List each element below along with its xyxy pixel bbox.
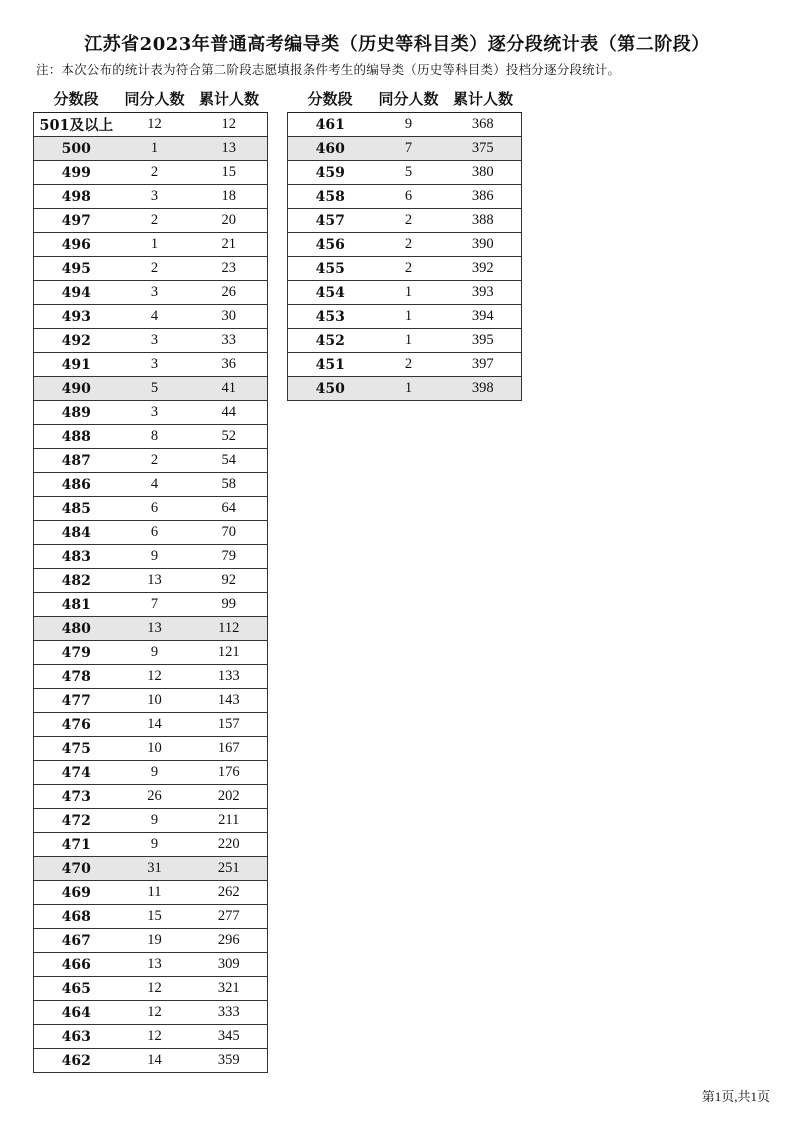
table-row xyxy=(288,137,522,161)
same-count-cell: 10 xyxy=(119,737,191,761)
cumulative-count-cell: 112 xyxy=(191,617,268,641)
table-header-row xyxy=(34,84,268,113)
table-row xyxy=(34,353,268,377)
score-segment-cell: 493 xyxy=(34,305,119,329)
cumulative-count-cell: 392 xyxy=(445,257,522,281)
table-row xyxy=(34,857,268,881)
score-segment-cell: 481 xyxy=(34,593,119,617)
score-segment-cell: 496 xyxy=(34,233,119,257)
table-row xyxy=(34,377,268,401)
page-title: 江苏省2023年普通高考编导类（历史等科目类）逐分段统计表（第二阶段） xyxy=(84,34,710,55)
score-segment-cell: 495 xyxy=(34,257,119,281)
same-count-cell: 9 xyxy=(119,545,191,569)
header-score-segment: 分数段 xyxy=(34,84,119,113)
cumulative-count-cell: 92 xyxy=(191,569,268,593)
same-count-cell: 8 xyxy=(119,425,191,449)
table-row xyxy=(288,257,522,281)
same-count-cell: 2 xyxy=(373,257,445,281)
same-count-cell: 15 xyxy=(119,905,191,929)
same-count-cell: 2 xyxy=(119,161,191,185)
score-segment-cell: 468 xyxy=(34,905,119,929)
score-segment-cell: 472 xyxy=(34,809,119,833)
table-row xyxy=(34,689,268,713)
same-count-cell: 9 xyxy=(119,641,191,665)
table-note: 注：本次公布的统计表为符合第二阶段志愿填报条件考生的编导类（历史等科目类）投档分逐分段统计。 xyxy=(36,62,621,77)
table-row xyxy=(34,473,268,497)
table-row xyxy=(34,161,268,185)
same-count-cell: 9 xyxy=(119,761,191,785)
score-segment-cell: 478 xyxy=(34,665,119,689)
same-count-cell: 4 xyxy=(119,305,191,329)
table-row xyxy=(34,641,268,665)
cumulative-count-cell: 380 xyxy=(445,161,522,185)
page-footer: 第1页,共1页 xyxy=(701,1089,770,1104)
same-count-cell: 13 xyxy=(119,617,191,641)
same-count-cell: 14 xyxy=(119,713,191,737)
score-segment-cell: 459 xyxy=(288,161,373,185)
table-row xyxy=(288,281,522,305)
table-row xyxy=(34,977,268,1001)
cumulative-count-cell: 296 xyxy=(191,929,268,953)
table-row xyxy=(34,953,268,977)
table-row xyxy=(34,881,268,905)
cumulative-count-cell: 23 xyxy=(191,257,268,281)
score-segment-cell: 482 xyxy=(34,569,119,593)
table-row xyxy=(34,569,268,593)
same-count-cell: 3 xyxy=(119,185,191,209)
score-segment-cell: 470 xyxy=(34,857,119,881)
table-row xyxy=(288,377,522,401)
cumulative-count-cell: 397 xyxy=(445,353,522,377)
same-count-cell: 12 xyxy=(119,1025,191,1049)
score-segment-cell: 456 xyxy=(288,233,373,257)
score-segment-cell: 480 xyxy=(34,617,119,641)
cumulative-count-cell: 394 xyxy=(445,305,522,329)
cumulative-count-cell: 388 xyxy=(445,209,522,233)
table-row xyxy=(34,329,268,353)
table-row xyxy=(34,617,268,641)
score-segment-cell: 492 xyxy=(34,329,119,353)
score-segment-cell: 452 xyxy=(288,329,373,353)
header-cumulative-count: 累计人数 xyxy=(445,84,522,113)
score-segment-cell: 451 xyxy=(288,353,373,377)
table-row xyxy=(34,1001,268,1025)
table-row xyxy=(34,425,268,449)
cumulative-count-cell: 390 xyxy=(445,233,522,257)
cumulative-count-cell: 54 xyxy=(191,449,268,473)
score-segment-cell: 463 xyxy=(34,1025,119,1049)
same-count-cell: 6 xyxy=(119,521,191,545)
cumulative-count-cell: 345 xyxy=(191,1025,268,1049)
same-count-cell: 1 xyxy=(373,305,445,329)
score-table-left-body xyxy=(34,113,268,1073)
same-count-cell: 13 xyxy=(119,569,191,593)
same-count-cell: 12 xyxy=(119,113,191,137)
table-row xyxy=(34,713,268,737)
same-count-cell: 5 xyxy=(119,377,191,401)
cumulative-count-cell: 143 xyxy=(191,689,268,713)
same-count-cell: 3 xyxy=(119,353,191,377)
cumulative-count-cell: 30 xyxy=(191,305,268,329)
score-segment-cell: 490 xyxy=(34,377,119,401)
cumulative-count-cell: 368 xyxy=(445,113,522,137)
same-count-cell: 3 xyxy=(119,281,191,305)
cumulative-count-cell: 167 xyxy=(191,737,268,761)
table-row xyxy=(34,401,268,425)
cumulative-count-cell: 262 xyxy=(191,881,268,905)
table-row xyxy=(34,785,268,809)
table-row xyxy=(34,833,268,857)
score-segment-cell: 500 xyxy=(34,137,119,161)
score-segment-cell: 469 xyxy=(34,881,119,905)
score-segment-cell: 455 xyxy=(288,257,373,281)
cumulative-count-cell: 157 xyxy=(191,713,268,737)
score-segment-cell: 457 xyxy=(288,209,373,233)
score-segment-cell: 494 xyxy=(34,281,119,305)
same-count-cell: 9 xyxy=(119,833,191,857)
table-row xyxy=(34,1025,268,1049)
score-segment-cell: 491 xyxy=(34,353,119,377)
score-segment-cell: 474 xyxy=(34,761,119,785)
cumulative-count-cell: 220 xyxy=(191,833,268,857)
table-row xyxy=(34,281,268,305)
same-count-cell: 3 xyxy=(119,401,191,425)
cumulative-count-cell: 251 xyxy=(191,857,268,881)
same-count-cell: 12 xyxy=(119,1001,191,1025)
same-count-cell: 2 xyxy=(119,449,191,473)
table-row xyxy=(34,761,268,785)
score-segment-cell: 454 xyxy=(288,281,373,305)
table-row xyxy=(34,137,268,161)
same-count-cell: 2 xyxy=(373,233,445,257)
score-segment-cell: 460 xyxy=(288,137,373,161)
score-segment-cell: 450 xyxy=(288,377,373,401)
cumulative-count-cell: 375 xyxy=(445,137,522,161)
table-row xyxy=(34,113,268,137)
table-row xyxy=(34,929,268,953)
same-count-cell: 13 xyxy=(119,953,191,977)
cumulative-count-cell: 52 xyxy=(191,425,268,449)
same-count-cell: 2 xyxy=(119,209,191,233)
score-table-right xyxy=(287,84,522,401)
cumulative-count-cell: 121 xyxy=(191,641,268,665)
score-segment-cell: 477 xyxy=(34,689,119,713)
same-count-cell: 31 xyxy=(119,857,191,881)
cumulative-count-cell: 33 xyxy=(191,329,268,353)
table-row xyxy=(34,449,268,473)
score-segment-cell: 501及以上 xyxy=(34,113,119,137)
same-count-cell: 9 xyxy=(373,113,445,137)
cumulative-count-cell: 64 xyxy=(191,497,268,521)
table-row xyxy=(34,545,268,569)
table-row xyxy=(34,209,268,233)
score-segment-cell: 473 xyxy=(34,785,119,809)
same-count-cell: 2 xyxy=(373,209,445,233)
cumulative-count-cell: 309 xyxy=(191,953,268,977)
same-count-cell: 1 xyxy=(119,233,191,257)
header-score-segment: 分数段 xyxy=(288,84,373,113)
same-count-cell: 7 xyxy=(119,593,191,617)
cumulative-count-cell: 359 xyxy=(191,1049,268,1073)
same-count-cell: 6 xyxy=(373,185,445,209)
cumulative-count-cell: 395 xyxy=(445,329,522,353)
same-count-cell: 14 xyxy=(119,1049,191,1073)
cumulative-count-cell: 321 xyxy=(191,977,268,1001)
score-segment-cell: 466 xyxy=(34,953,119,977)
score-segment-cell: 479 xyxy=(34,641,119,665)
table-row xyxy=(288,113,522,137)
cumulative-count-cell: 176 xyxy=(191,761,268,785)
score-segment-cell: 483 xyxy=(34,545,119,569)
score-segment-cell: 467 xyxy=(34,929,119,953)
score-segment-cell: 453 xyxy=(288,305,373,329)
same-count-cell: 1 xyxy=(373,329,445,353)
score-segment-cell: 458 xyxy=(288,185,373,209)
same-count-cell: 12 xyxy=(119,665,191,689)
table-row xyxy=(288,329,522,353)
cumulative-count-cell: 333 xyxy=(191,1001,268,1025)
table-row xyxy=(34,497,268,521)
cumulative-count-cell: 44 xyxy=(191,401,268,425)
table-row xyxy=(34,1049,268,1073)
cumulative-count-cell: 393 xyxy=(445,281,522,305)
score-segment-cell: 498 xyxy=(34,185,119,209)
cumulative-count-cell: 386 xyxy=(445,185,522,209)
cumulative-count-cell: 18 xyxy=(191,185,268,209)
same-count-cell: 11 xyxy=(119,881,191,905)
same-count-cell: 26 xyxy=(119,785,191,809)
same-count-cell: 12 xyxy=(119,977,191,1001)
cumulative-count-cell: 41 xyxy=(191,377,268,401)
cumulative-count-cell: 211 xyxy=(191,809,268,833)
cumulative-count-cell: 58 xyxy=(191,473,268,497)
cumulative-count-cell: 13 xyxy=(191,137,268,161)
table-row xyxy=(34,305,268,329)
same-count-cell: 19 xyxy=(119,929,191,953)
table-row xyxy=(288,209,522,233)
score-segment-cell: 486 xyxy=(34,473,119,497)
cumulative-count-cell: 133 xyxy=(191,665,268,689)
score-segment-cell: 461 xyxy=(288,113,373,137)
same-count-cell: 1 xyxy=(373,377,445,401)
table-row xyxy=(34,737,268,761)
table-row xyxy=(34,593,268,617)
same-count-cell: 2 xyxy=(373,353,445,377)
same-count-cell: 9 xyxy=(119,809,191,833)
header-same-count: 同分人数 xyxy=(119,84,191,113)
same-count-cell: 6 xyxy=(119,497,191,521)
cumulative-count-cell: 398 xyxy=(445,377,522,401)
score-segment-cell: 471 xyxy=(34,833,119,857)
score-segment-cell: 499 xyxy=(34,161,119,185)
score-table-right-body xyxy=(288,113,522,401)
score-segment-cell: 475 xyxy=(34,737,119,761)
table-row xyxy=(34,905,268,929)
cumulative-count-cell: 26 xyxy=(191,281,268,305)
same-count-cell: 1 xyxy=(119,137,191,161)
cumulative-count-cell: 202 xyxy=(191,785,268,809)
cumulative-count-cell: 12 xyxy=(191,113,268,137)
header-cumulative-count: 累计人数 xyxy=(191,84,268,113)
score-segment-cell: 485 xyxy=(34,497,119,521)
score-segment-cell: 464 xyxy=(34,1001,119,1025)
table-row xyxy=(34,809,268,833)
same-count-cell: 2 xyxy=(119,257,191,281)
table-row xyxy=(34,257,268,281)
cumulative-count-cell: 21 xyxy=(191,233,268,257)
table-row xyxy=(34,521,268,545)
cumulative-count-cell: 277 xyxy=(191,905,268,929)
table-row xyxy=(288,161,522,185)
cumulative-count-cell: 79 xyxy=(191,545,268,569)
same-count-cell: 10 xyxy=(119,689,191,713)
score-segment-cell: 484 xyxy=(34,521,119,545)
score-segment-cell: 497 xyxy=(34,209,119,233)
same-count-cell: 7 xyxy=(373,137,445,161)
cumulative-count-cell: 99 xyxy=(191,593,268,617)
cumulative-count-cell: 36 xyxy=(191,353,268,377)
header-same-count: 同分人数 xyxy=(373,84,445,113)
score-table-left xyxy=(33,84,268,1073)
same-count-cell: 3 xyxy=(119,329,191,353)
score-segment-cell: 465 xyxy=(34,977,119,1001)
cumulative-count-cell: 20 xyxy=(191,209,268,233)
score-segment-cell: 489 xyxy=(34,401,119,425)
table-row xyxy=(288,185,522,209)
table-row xyxy=(288,353,522,377)
same-count-cell: 1 xyxy=(373,281,445,305)
same-count-cell: 4 xyxy=(119,473,191,497)
score-segment-cell: 476 xyxy=(34,713,119,737)
cumulative-count-cell: 15 xyxy=(191,161,268,185)
table-row xyxy=(34,185,268,209)
table-row xyxy=(288,233,522,257)
cumulative-count-cell: 70 xyxy=(191,521,268,545)
score-segment-cell: 462 xyxy=(34,1049,119,1073)
table-header-row xyxy=(288,84,522,113)
table-row xyxy=(288,305,522,329)
table-row xyxy=(34,665,268,689)
score-segment-cell: 487 xyxy=(34,449,119,473)
same-count-cell: 5 xyxy=(373,161,445,185)
score-segment-cell: 488 xyxy=(34,425,119,449)
table-row xyxy=(34,233,268,257)
